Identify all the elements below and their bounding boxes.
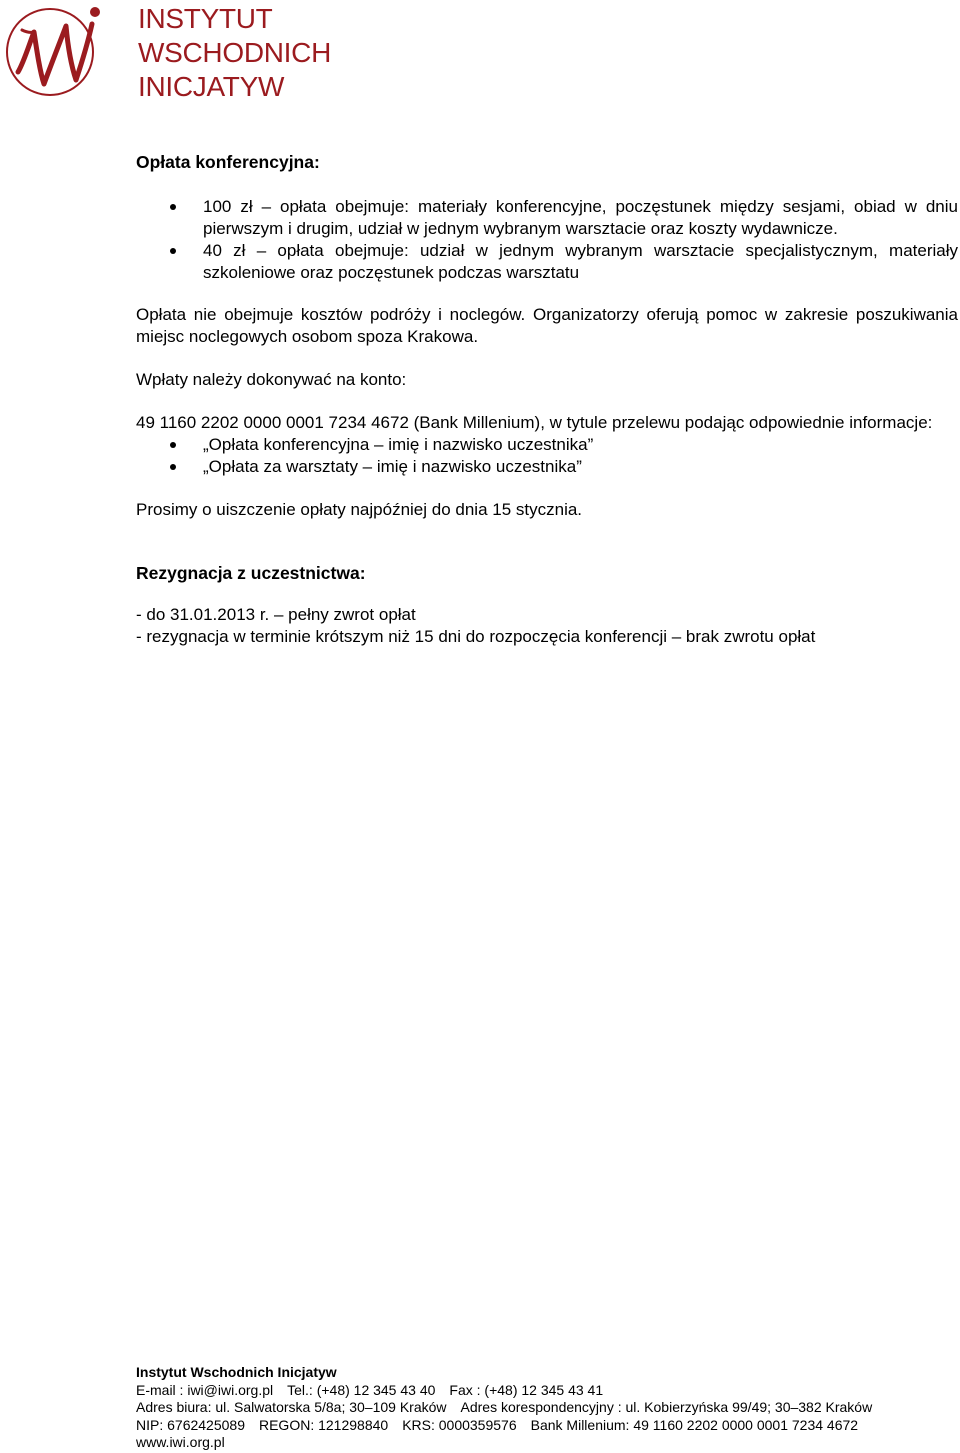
logo-line-2: WSCHODNICH bbox=[138, 37, 331, 68]
footer-krs: KRS: 0000359576 bbox=[402, 1416, 517, 1433]
transfer-title-conference: „Opłata konferencyjna – imię i nazwisko uczestnika” bbox=[136, 434, 958, 456]
footer-address-line bbox=[136, 1399, 958, 1417]
cancellation-line-1: - do 31.01.2013 r. – pełny zwrot opłat bbox=[136, 605, 416, 624]
logo-line-1: INSTYTUT bbox=[138, 3, 273, 34]
fee-item-40: 40 zł – opłata obejmuje: udział w jednym wybranym warsztacie specjalistycznym, materiały szkoleniowe oraz poczęstunek podczas warsztatu bbox=[136, 240, 958, 284]
footer-correspondence-address: Adres korespondencyjny : ul. Kobierzyńska 99/49; 30–382 Kraków bbox=[460, 1399, 873, 1415]
footer-regon: REGON: 121298840 bbox=[258, 1416, 389, 1433]
cancellation-line-2: - rezygnacja w terminie krótszym niż 15 dni do rozpoczęcia konferencji – brak zwrotu opłat bbox=[136, 627, 816, 646]
footer-contact-line bbox=[136, 1382, 958, 1400]
logo-line-3: INICJATYW bbox=[138, 71, 285, 102]
footer-nip: NIP: 6762425089 bbox=[136, 1416, 245, 1433]
document-body bbox=[136, 150, 958, 648]
transfer-titles-list bbox=[136, 434, 958, 478]
cancellation-heading: Rezygnacja z uczestnictwa: bbox=[136, 563, 366, 583]
fee-note: Opłata nie obejmuje kosztów podróży i noclegów. Organizatorzy oferują pomoc w zakresie poszukiwania miejsc noclegowych osobom spoza Krakowa. bbox=[136, 305, 958, 346]
footer-fax: Fax : (+48) 12 345 43 41 bbox=[449, 1381, 604, 1398]
footer bbox=[136, 1364, 958, 1452]
logo bbox=[4, 2, 334, 102]
footer-bank: Bank Millenium: 49 1160 2202 0000 0001 7234 4672 bbox=[530, 1416, 859, 1433]
footer-email: E-mail : iwi@iwi.org.pl bbox=[136, 1381, 274, 1398]
footer-registry-line bbox=[136, 1417, 958, 1435]
account-info: 49 1160 2202 0000 0001 7234 4672 (Bank Millenium), w tytule przelewu podając odpowiednie informacje: bbox=[136, 413, 933, 432]
footer-website: www.iwi.org.pl bbox=[136, 1434, 225, 1450]
footer-tel: Tel.: (+48) 12 345 43 40 bbox=[287, 1381, 436, 1398]
transfer-title-workshops: „Opłata za warsztaty – imię i nazwisko uczestnika” bbox=[136, 456, 958, 478]
fee-list bbox=[136, 196, 958, 284]
footer-office-address: Adres biura: ul. Salwatorska 5/8a; 30–109 Kraków bbox=[136, 1399, 447, 1415]
iwi-logo-mark-icon bbox=[4, 2, 104, 102]
fee-heading: Opłata konferencyjna: bbox=[136, 152, 320, 172]
payment-intro: Wpłaty należy dokonywać na konto: bbox=[136, 370, 407, 389]
logo-wordmark bbox=[138, 2, 331, 104]
fee-item-100: 100 zł – opłata obejmuje: materiały konferencyjne, poczęstunek między sesjami, obiad w dniu pierwszym i drugim, udział w jednym wybranym warsztacie oraz koszty wydawnicze. bbox=[136, 196, 958, 240]
payment-deadline: Prosimy o uiszczenie opłaty najpóźniej do dnia 15 stycznia. bbox=[136, 500, 583, 519]
footer-org-name: Instytut Wschodnich Inicjatyw bbox=[136, 1364, 337, 1380]
